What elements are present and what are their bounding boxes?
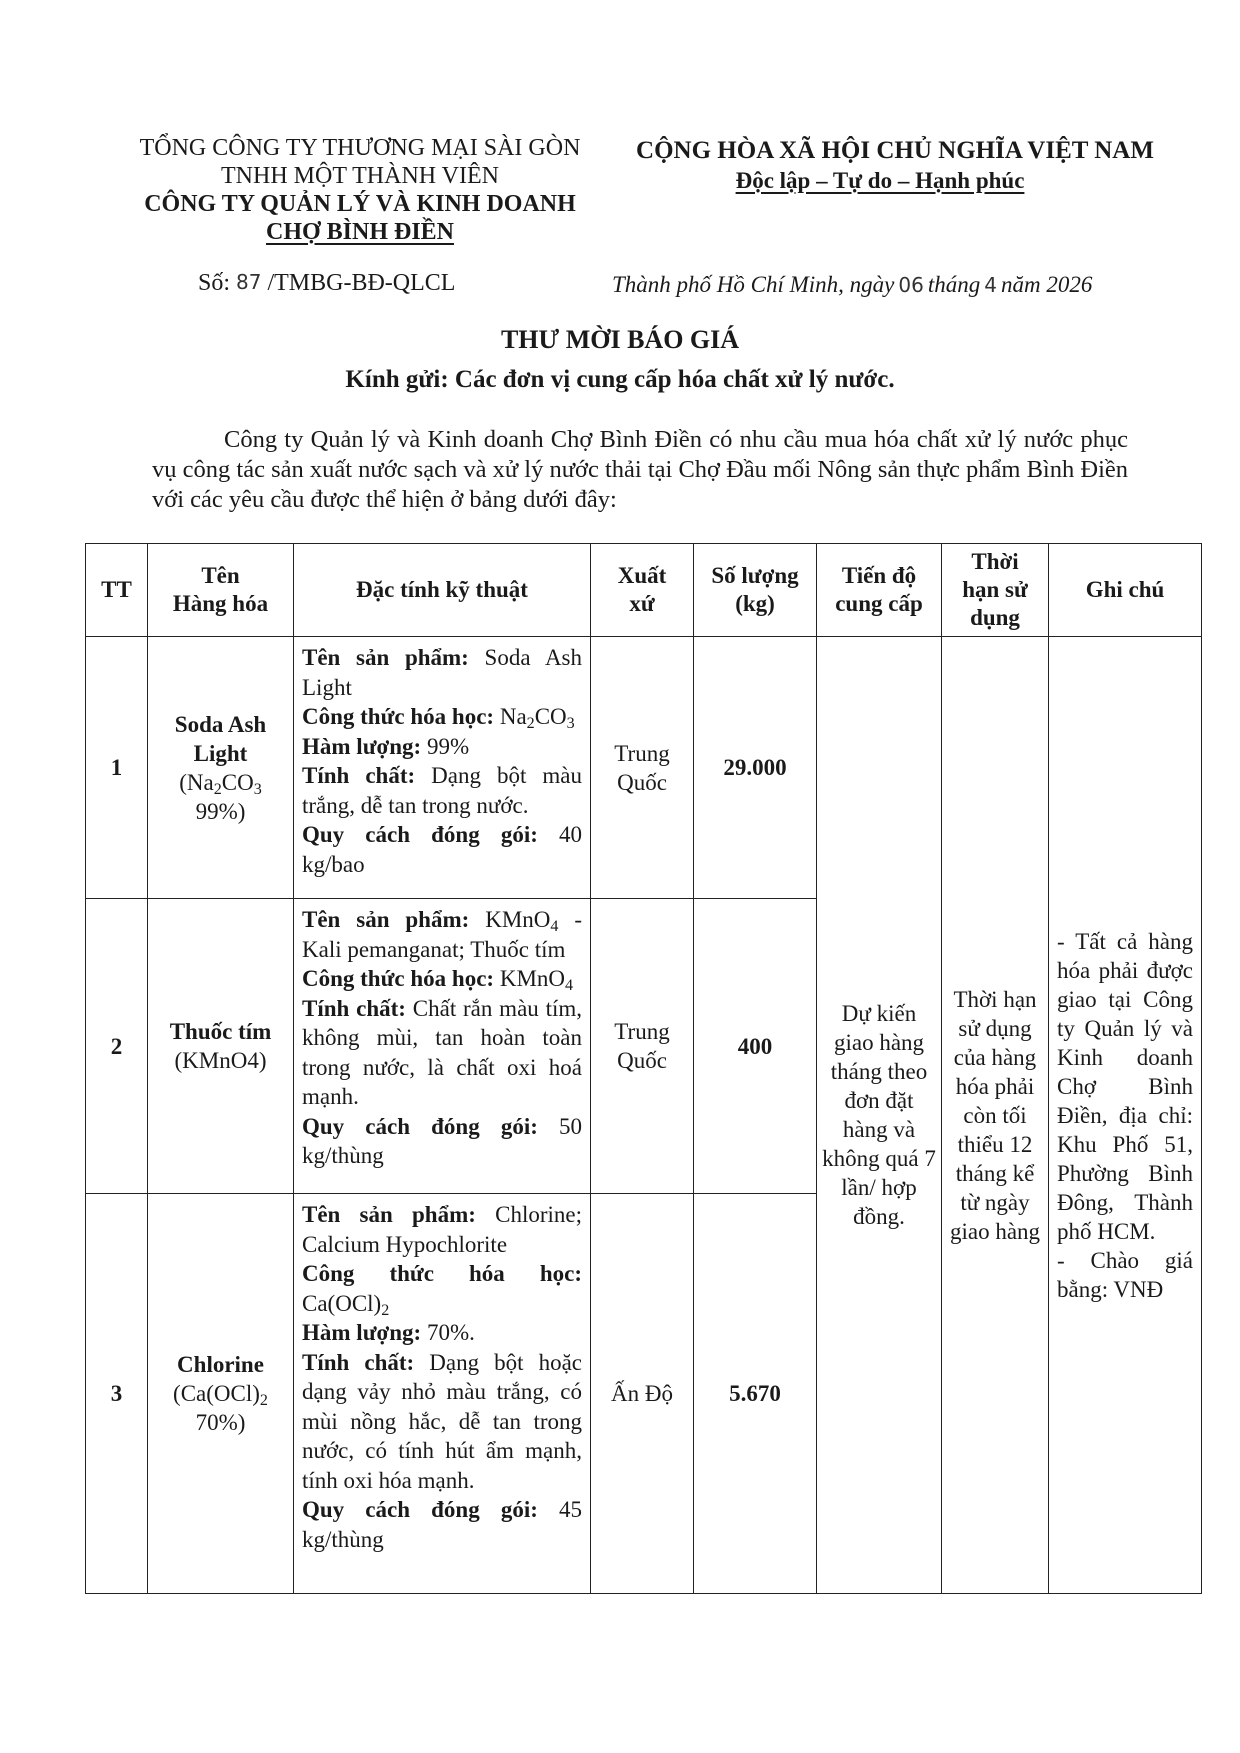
spec-property: Tính chất: Dạng bột màu trắng, dễ tan trong nước. [302, 763, 583, 818]
doc-number-prefix: Số: [198, 270, 231, 296]
spec-formula: Công thức hóa học: KMnO$_4$ [302, 966, 574, 995]
header-tt: TT [86, 544, 148, 637]
spec-product-name: Tên sản phẩm: Chlorine; Calcium Hypochlorite [302, 1202, 583, 1257]
table-header-row [86, 544, 1202, 637]
date-year: năm 2026 [1000, 272, 1093, 297]
quantity: 400 [694, 899, 817, 1194]
header-schedule [817, 544, 942, 637]
spec-cell [294, 637, 591, 899]
row-number: 1 [86, 637, 148, 899]
header-origin-line1: Xuất [617, 563, 667, 588]
header-shelf-line3: dụng [970, 605, 1020, 630]
spec-packing: Quy cách đóng gói: 40 kg/bao [302, 822, 582, 877]
header-origin [591, 544, 694, 637]
issuer-company-line1: CÔNG TY QUẢN LÝ VÀ KINH DOANH [144, 191, 576, 217]
spec-cell [294, 899, 591, 1194]
header-schedule-line1: Tiến độ [841, 563, 917, 588]
issuer-parent-line1: TỔNG CÔNG TY THƯƠNG MẠI SÀI GÒN [139, 135, 581, 161]
issuer-company-line2: CHỢ BÌNH ĐIỀN [265, 219, 455, 245]
product-name-cell [148, 899, 294, 1194]
header-schedule-line2: cung cấp [835, 591, 923, 616]
spec-formula: Công thức hóa học: $Na_2CO_3$ [302, 704, 575, 733]
product-formula-note: (KMnO4) [174, 1048, 267, 1073]
issuer-parent-line2: TNHH MỘT THÀNH VIÊN [221, 163, 499, 189]
spec-product-name: Tên sản phẩm: KMnO$_4$ - Kali pemanganat; Thuốc tím [302, 907, 582, 962]
header-spec: Đặc tính kỹ thuật [294, 544, 591, 637]
origin: Ấn Độ [591, 1194, 694, 1594]
intro-paragraph: Công ty Quản lý và Kinh doanh Chợ Bình Điền có nhu cầu mua hóa chất xử lý nước phục vụ công tác sản xuất nước sạch và xử lý nước thải tại Chợ Đầu mối Nông sản thực phẩm Bình Điền với các yêu cầu được thể hiện ở bảng dưới đây: [152, 426, 1128, 513]
product-name: Thuốc tím [169, 1019, 272, 1044]
quotation-table [85, 543, 1202, 1594]
shelf-life: Thời hạn sử dụng của hàng hóa phải còn tối thiểu 12 tháng kể từ ngày giao hàng [942, 637, 1049, 1594]
table-row [86, 637, 1202, 899]
header-name-line1: Tên [201, 563, 240, 588]
doc-number-suffix: /TMBG-BĐ-QLCL [267, 270, 456, 296]
header-shelf-line2: hạn sử [962, 577, 1028, 602]
spec-packing: Quy cách đóng gói: 50 kg/thùng [302, 1113, 582, 1168]
product-name: Soda Ash Light [174, 711, 267, 766]
date-place: Thành phố Hồ Chí Minh, ngày [612, 272, 895, 297]
date-day: 06 [898, 273, 924, 297]
header-shelf-line1: Thời [971, 549, 1019, 574]
spec-product-name: Tên sản phẩm: Soda Ash Light [302, 645, 583, 700]
date-month: 4 [984, 273, 997, 297]
note-currency: - Chào giá bằng: VNĐ [1057, 1247, 1193, 1302]
product-name: Chlorine [177, 1352, 264, 1377]
notes-cell [1049, 637, 1202, 1594]
doc-number-handwritten: 87 [236, 270, 262, 294]
header-origin-line2: xứ [629, 591, 655, 616]
header-qty [694, 544, 817, 637]
row-number: 3 [86, 1194, 148, 1594]
document-number [198, 270, 455, 297]
origin: Trung Quốc [591, 899, 694, 1194]
header-qty-line1: Số lượng [711, 563, 799, 588]
document-recipient: Kính gửi: Các đơn vị cung cấp hóa chất xử lý nước. [345, 366, 895, 393]
document-title: THƯ MỜI BÁO GIÁ [500, 325, 740, 354]
header-name-line2: Hàng hóa [172, 591, 269, 616]
spec-property: Tính chất: Chất rắn màu tím, không mùi, tan hoàn toàn trong nước, là chất oxi hoá mạnh. [302, 995, 583, 1109]
nation-title: CỘNG HÒA XÃ HỘI CHỦ NGHĨA VIỆT NAM [636, 137, 1154, 164]
quantity: 29.000 [694, 637, 817, 899]
note-delivery-location: - Tất cả hàng hóa phải được giao tại Công ty Quản lý và Kinh doanh Chợ Bình Điền, địa chỉ: Khu Phố 51, Phường Bình Đông, Thành phố HCM. [1057, 928, 1193, 1244]
nation-block [625, 136, 1165, 196]
product-name-cell [148, 1194, 294, 1594]
product-formula-note: ($Ca(OCl)_2$ 70%) [173, 1381, 268, 1435]
date-month-label: tháng [927, 272, 981, 297]
date-line [612, 272, 1092, 298]
spec-formula: Công thức hóa học: $Ca(OCl)_2$ [302, 1261, 582, 1319]
product-formula-note: ($Na_2CO_3$ 99%) [179, 769, 262, 824]
product-name-cell [148, 637, 294, 899]
row-number: 2 [86, 899, 148, 1194]
quantity: 5.670 [694, 1194, 817, 1594]
spec-content: Hàm lượng: 70%. [302, 1320, 475, 1345]
origin: Trung Quốc [591, 637, 694, 899]
header-shelf-life [942, 544, 1049, 637]
spec-content: Hàm lượng: 99% [302, 733, 470, 759]
delivery-schedule: Dự kiến giao hàng tháng theo đơn đặt hàng và không quá 7 lần/ hợp đồng. [817, 637, 942, 1594]
nation-motto: Độc lập – Tự do – Hạnh phúc [735, 168, 1025, 193]
issuer-block [120, 134, 600, 246]
spec-property: Tính chất: Dạng bột hoặc dạng vảy nhỏ màu trắng, có mùi nồng hắc, dễ tan trong nước, có tính hút ẩm mạnh, tính oxi hóa mạnh. [302, 1349, 582, 1493]
header-qty-line2: (kg) [735, 591, 775, 616]
spec-packing: Quy cách đóng gói: 45 kg/thùng [302, 1497, 582, 1552]
spec-cell [294, 1194, 591, 1594]
header-note: Ghi chú [1049, 544, 1202, 637]
header-name [148, 544, 294, 637]
